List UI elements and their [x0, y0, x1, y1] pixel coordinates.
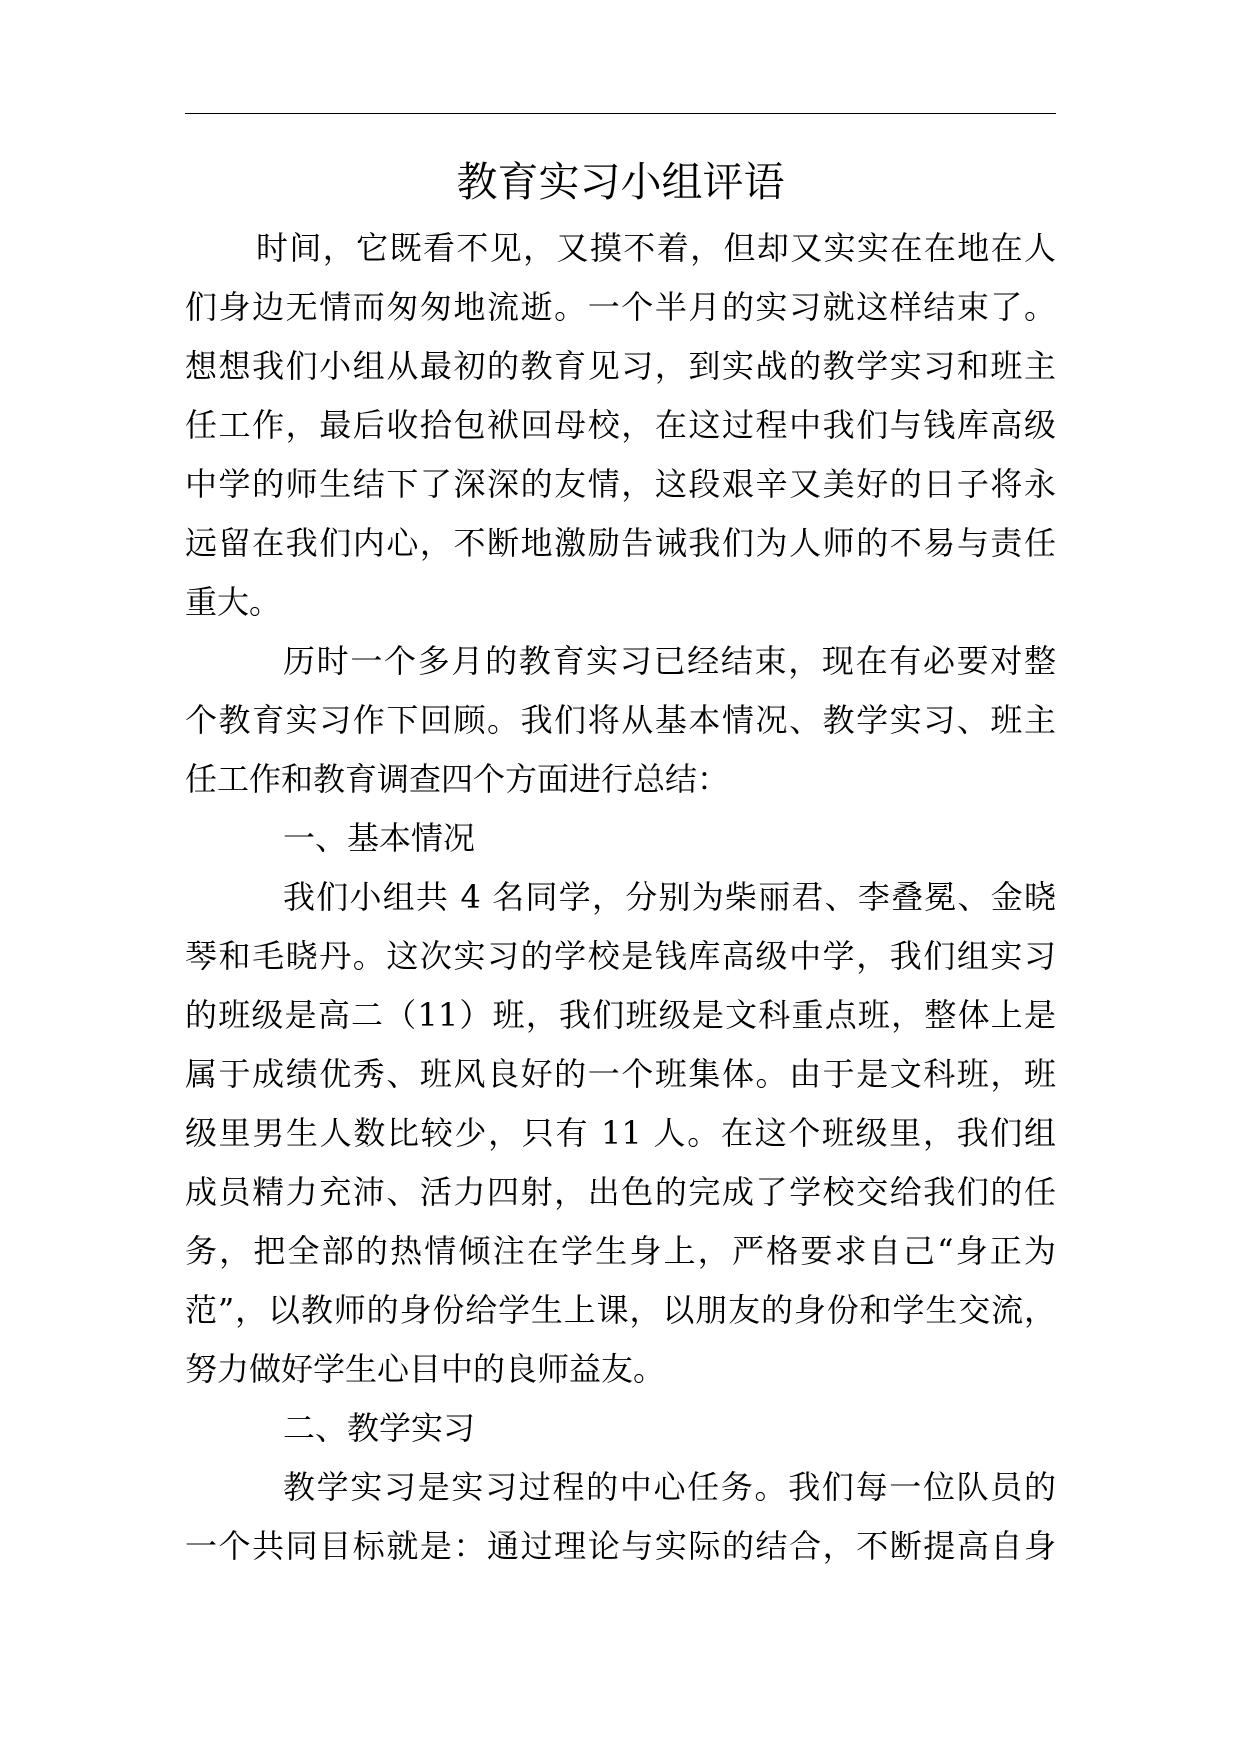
- text-line: 个教育实习作下回顾。我们将从基本情况、教学实习、班主: [185, 701, 1056, 739]
- text-line: 远留在我们内心，不断地激励告诫我们为人师的不易与责任: [185, 524, 1056, 562]
- header-rule: [185, 113, 1056, 114]
- text-line: 时间，它既看不见，又摸不着，但却又实实在在地在人: [256, 229, 1056, 267]
- text-line: 历时一个多月的教育实习已经结束，现在有必要对整: [283, 642, 1056, 680]
- text-line: 想想我们小组从最初的教育见习，到实战的教学实习和班主: [185, 347, 1056, 385]
- text-line: 重大。: [185, 583, 282, 621]
- text-line: 一个共同目标就是：通过理论与实际的结合，不断提高自身: [185, 1527, 1056, 1565]
- text-line: 教学实习是实习过程的中心任务。我们每一位队员的: [283, 1468, 1056, 1506]
- document-body: [185, 219, 1056, 1576]
- text-line: 们身边无情而匆匆地流逝。一个半月的实习就这样结束了。: [185, 288, 1056, 326]
- text-line: 中学的师生结下了深深的友情，这段艰辛又美好的日子将永: [185, 465, 1056, 503]
- document-title: 教育实习小组评语: [456, 158, 785, 206]
- section-heading: 一、基本情况: [283, 819, 476, 857]
- text-line: 的班级是高二（11）班，我们班级是文科重点班，整体上是: [185, 996, 1056, 1034]
- text-line: 属于成绩优秀、班风良好的一个班集体。由于是文科班，班: [185, 1055, 1056, 1093]
- text-line: 任工作，最后收拾包袱回母校，在这过程中我们与钱库高级: [185, 406, 1056, 444]
- text-line: 琴和毛晓丹。这次实习的学校是钱库高级中学，我们组实习: [185, 937, 1056, 975]
- text-line: 务，把全部的热情倾注在学生身上，严格要求自己“身正为: [185, 1232, 1056, 1270]
- text-line: 范”，以教师的身份给学生上课，以朋友的身份和学生交流，: [185, 1291, 1056, 1329]
- text-line: 成员精力充沛、活力四射，出色的完成了学校交给我们的任: [185, 1173, 1056, 1211]
- text-line: 级里男生人数比较少，只有 11 人。在这个班级里，我们组: [185, 1114, 1056, 1152]
- text-line: 任工作和教育调查四个方面进行总结：: [185, 760, 730, 798]
- text-line: 我们小组共 4 名同学，分别为柴丽君、李叠冕、金晓: [283, 878, 1056, 916]
- section-heading: 二、教学实习: [283, 1409, 476, 1447]
- text-line: 努力做好学生心目中的良师益友。: [185, 1350, 666, 1388]
